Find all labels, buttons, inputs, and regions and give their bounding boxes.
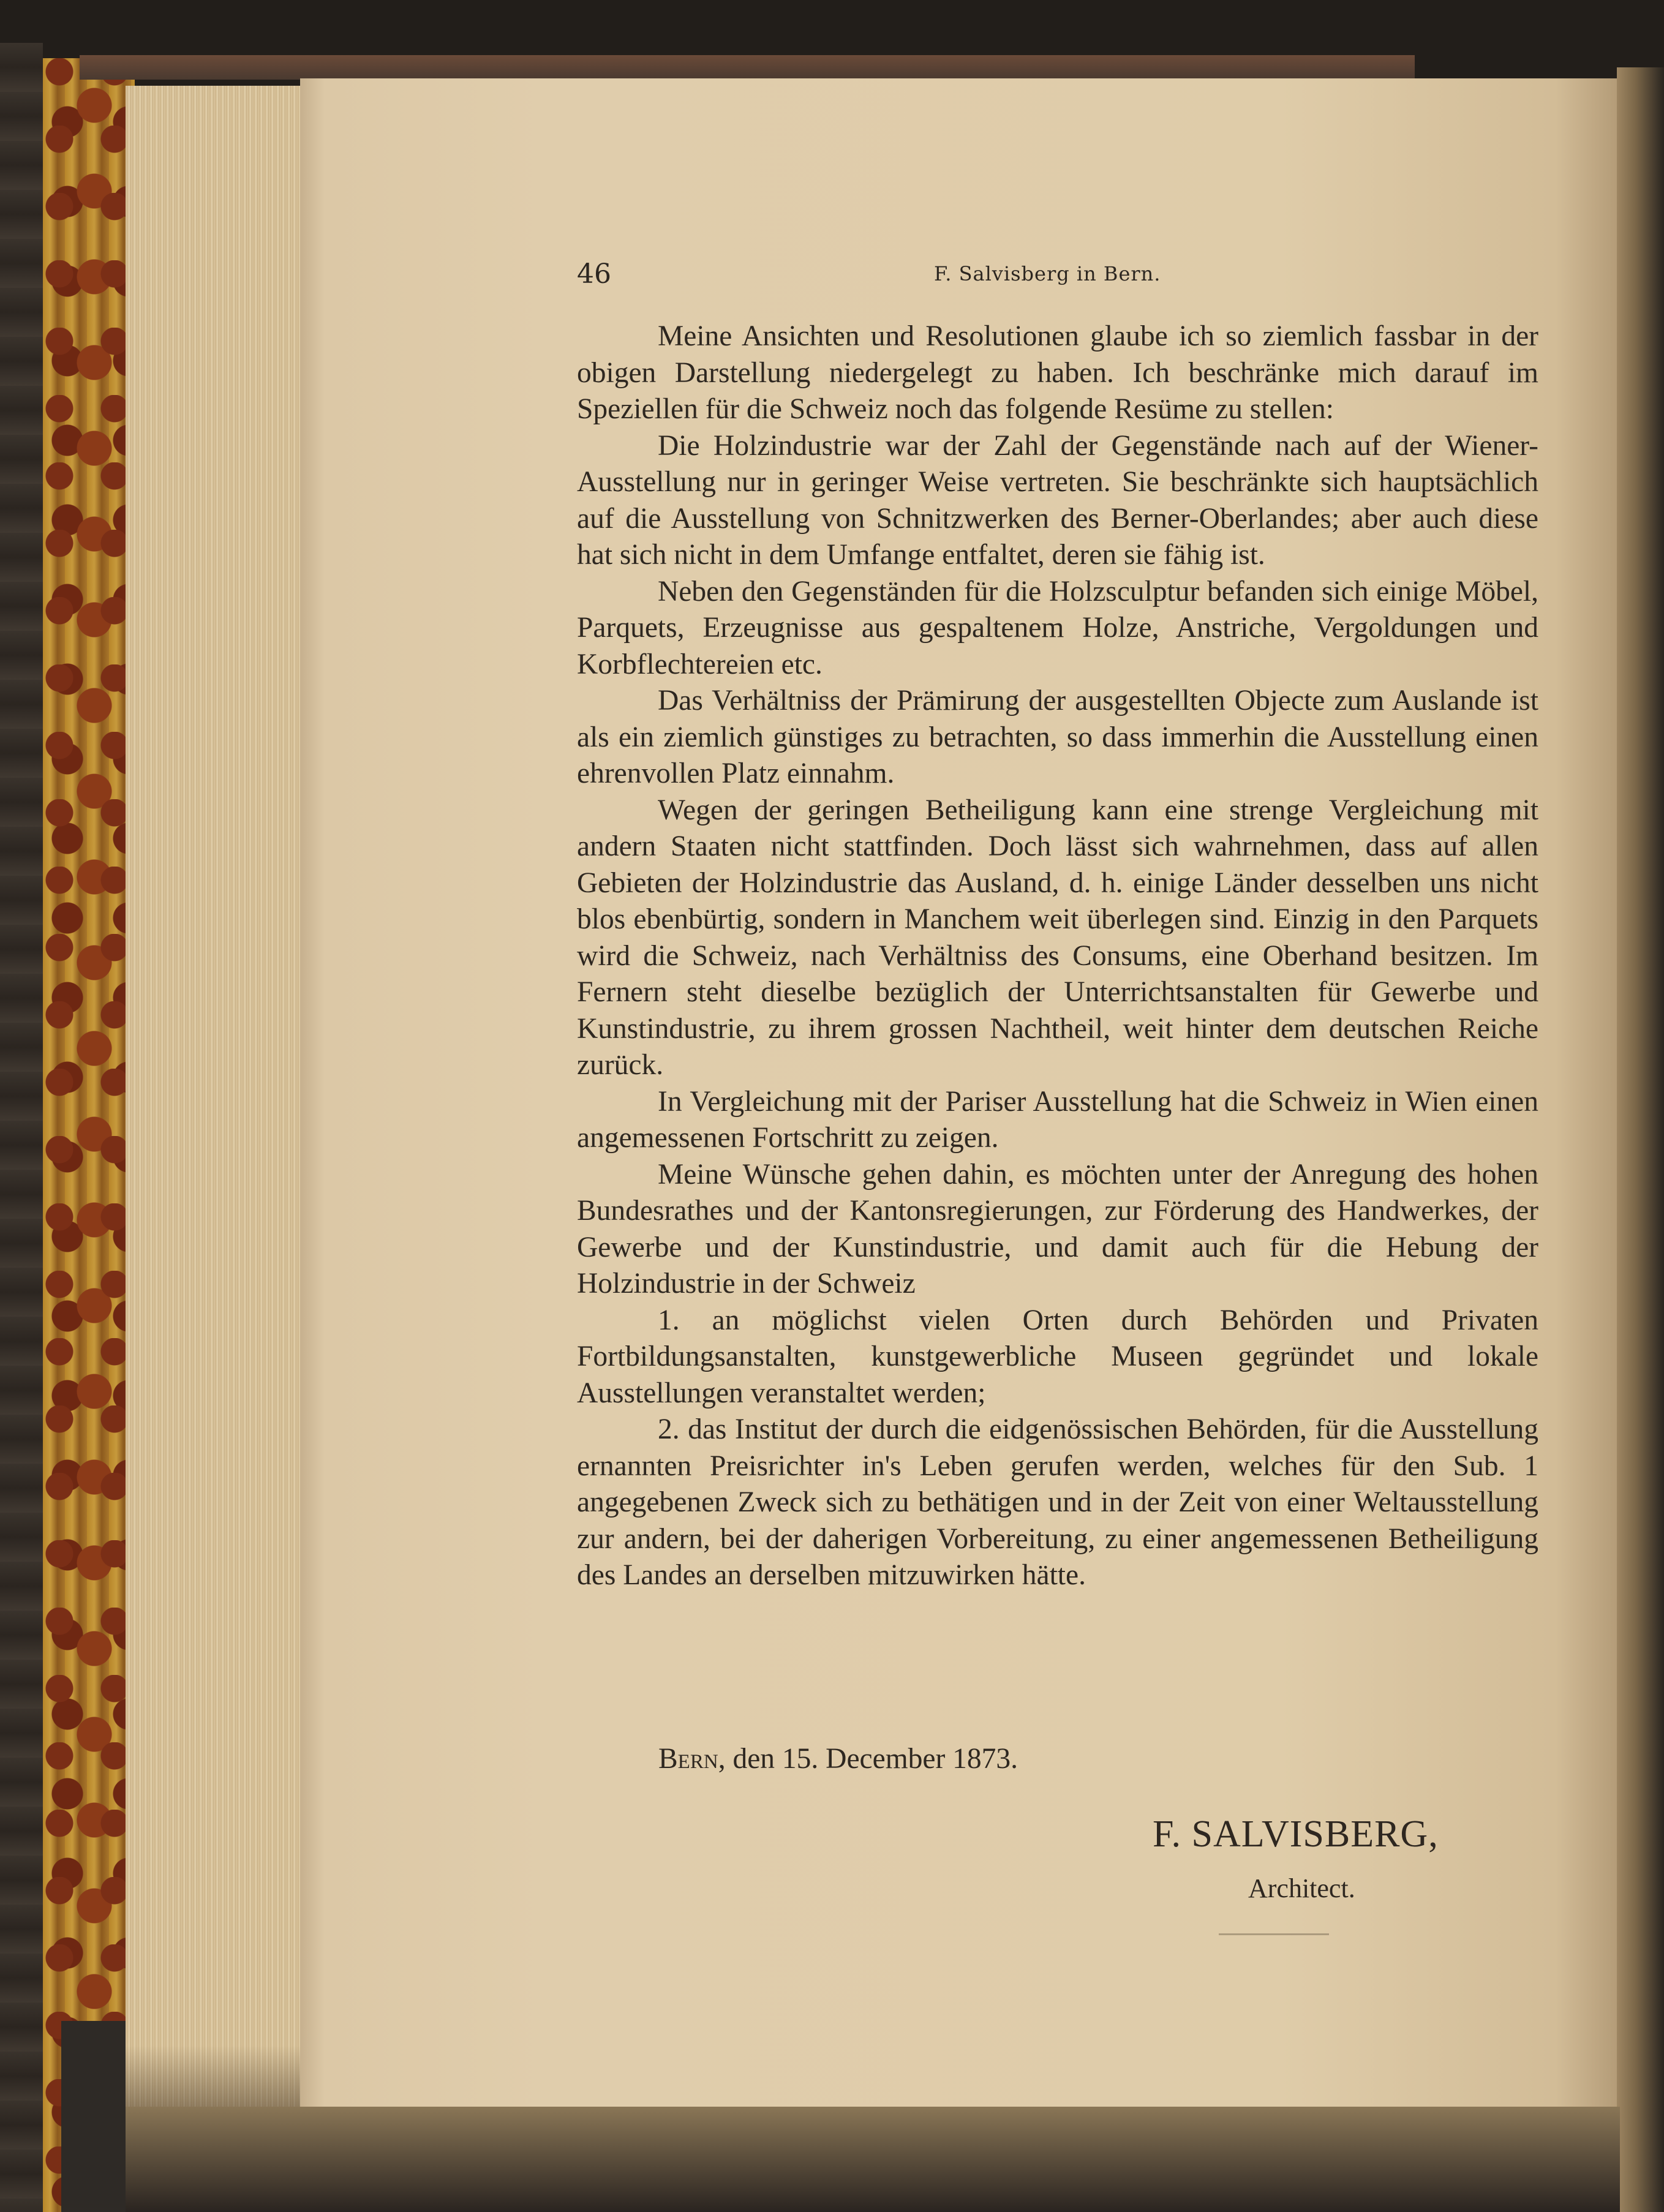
page-number: 46 — [577, 258, 611, 290]
cover-corner — [61, 2021, 135, 2212]
paragraph: In Vergleichung mit der Pariser Ausstellung hat die Schweiz in Wien einen angemessenen Fortschritt zu zeigen. — [577, 1085, 1538, 1154]
signature-name: F. SALVISBERG, — [1153, 1813, 1439, 1855]
signature-role: Architect. — [1248, 1873, 1355, 1903]
dateline-place: Bern — [658, 1743, 718, 1775]
paragraph: Meine Wünsche gehen dahin, es möchten unter der Anregung des hohen Bundesrathes und der Kantonsregierungen, zur Förderung des Handwerkes, der Gewerbe und der Kunstindustrie, und damit auch für die Hebung der Holzindustrie in der Schweiz — [577, 1158, 1538, 1300]
page-stack-edge — [126, 86, 303, 2119]
right-page-edge — [1617, 67, 1664, 2212]
paragraph: Wegen der geringen Betheiligung kann eine strenge Vergleichung mit andern Staaten nicht stattfinden. Doch lässt sich wahrnehmen, dass auf allen Gebieten der Holzindustrie das Ausland, d. h. einige Länder desselben uns nicht blos ebenbürtig, sondern in Manchem weit überlegen sind. Einzig in den Parquets wird die Schweiz, nach Verhältniss des Consums, eine Oberhand besitzen. Im Fernern steht dieselbe bezüglich der Unterrichtsanstalten für Gewerbe und Kunstindustrie, zu ihrem grossen Nachtheil, weit hinter dem deutschen Reiche zurück. — [577, 794, 1538, 1081]
paragraph: Neben den Gegenständen für die Holzsculptur befanden sich einige Möbel, Parquets, Erzeugnisse aus gespaltenem Holze, Anstriche, Vergoldungen und Korbflechtereien etc. — [577, 575, 1538, 680]
body-text — [577, 318, 1538, 1594]
paragraph: Das Verhältniss der Prämirung der ausgestellten Objecte zum Auslande ist als ein ziemlich günstiges zu betrachten, so dass immerhin die Ausstellung einen ehrenvollen Platz einnahm. — [577, 685, 1538, 789]
list-item: 2. das Institut der durch die eidgenössischen Behörden, für die Ausstellung ernannten Preisrichter in's Leben gerufen werden, welches für den Sub. 1 angegebenen Zweck sich zu bethätigen und in der Zeit von einer Weltausstellung zur andern, bei der daherigen Vorbereitung, zu einer angemessenen Betheiligung des Landes an derselben mitzuwirken hätte. — [577, 1413, 1538, 1591]
top-binding — [80, 55, 1415, 80]
dateline — [658, 1742, 1018, 1775]
list-item: 1. an möglichst vielen Orten durch Behörden und Privaten Fortbildungsanstalten, kunstgewerbliche Museen gegründet und lokale Ausstellungen veranstaltet werden; — [577, 1304, 1538, 1409]
dateline-date: , den 15. December 1873. — [718, 1743, 1018, 1775]
paragraph: Meine Ansichten und Resolutionen glaube ich so ziemlich fassbar in der obigen Darstellung niedergelegt zu haben. Ich beschränke mich darauf im Speziellen für die Schweiz noch das folgende Resüme zu stellen: — [577, 320, 1538, 425]
marbled-cover — [43, 58, 135, 2212]
running-title: F. Salvisberg in Bern. — [934, 262, 1161, 285]
book-spine — [0, 43, 43, 2212]
bottom-shadow — [126, 2107, 1620, 2212]
closing-rule — [1219, 1933, 1329, 1935]
paragraph: Die Holzindustrie war der Zahl der Gegenstände nach auf der Wiener-Ausstellung nur in geringer Weise vertreten. Sie beschränkte sich hauptsächlich auf die Ausstellung von Schnitzwerken des Berner-Oberlandes; aber auch diese hat sich nicht in dem Umfange entfaltet, deren sie fähig ist. — [577, 429, 1538, 571]
